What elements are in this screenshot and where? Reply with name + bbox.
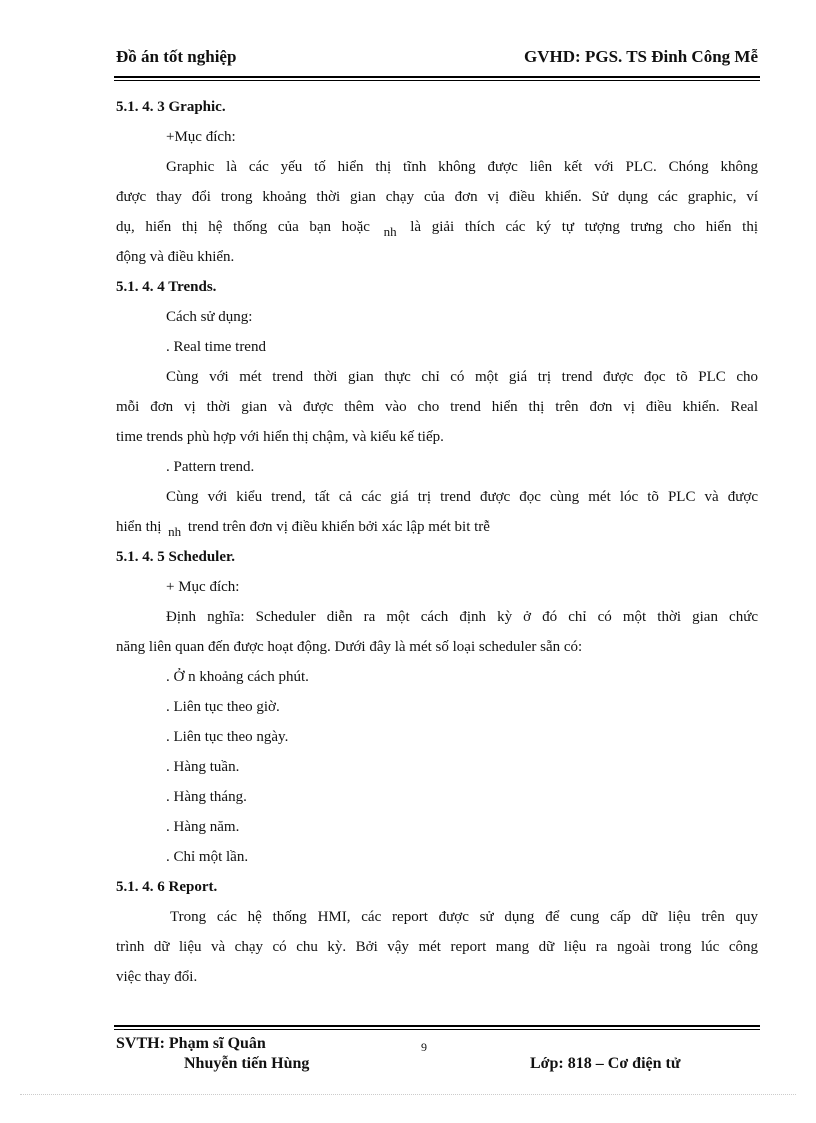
- paragraph-line: việc thay đổi.: [116, 969, 198, 985]
- footer-rule-thin: [114, 1029, 760, 1030]
- text-fragment: là giải thích các ký tự tượng trưng cho hiển thị: [410, 219, 758, 235]
- graphic-purpose: +Mục đích:: [166, 129, 236, 145]
- heading-scheduler: 5.1. 4. 5 Scheduler.: [116, 549, 236, 565]
- paragraph-line: Graphic là các yếu tố hiển thị tĩnh không được liên kết với PLC. Chóng không: [166, 159, 758, 175]
- heading-trends: 5.1. 4. 4 Trends.: [116, 279, 217, 295]
- footer-class: Lớp: 818 – Cơ điện tử: [530, 1055, 681, 1072]
- scheduler-item: . Hàng tuần.: [166, 759, 240, 775]
- scheduler-item: . Ở n khoảng cách phút.: [166, 669, 309, 685]
- scheduler-item: . Hàng năm.: [166, 819, 240, 835]
- paragraph-line: động và điều khiển.: [116, 249, 235, 265]
- subscript-fragment: nh: [168, 524, 182, 539]
- scheduler-item: . Hàng tháng.: [166, 789, 247, 805]
- footer-student-2: Nhuyễn tiến Hùng: [184, 1055, 310, 1072]
- paragraph-line: [116, 512, 758, 542]
- trend-type-pattern: . Pattern trend.: [166, 459, 255, 475]
- page-edge-divider: [20, 1094, 796, 1095]
- document-body: [116, 92, 758, 992]
- scheduler-item: . Liên tục theo ngày.: [166, 729, 289, 745]
- footer-rule-thick: [114, 1025, 760, 1027]
- heading-graphic: 5.1. 4. 3 Graphic.: [116, 99, 226, 115]
- paragraph-line: Cùng với mét trend thời gian thực chỉ có một giá trị trend được đọc tõ PLC cho: [166, 369, 758, 385]
- text-fragment: dụ, hiển thị hệ thống của bạn hoặc: [116, 219, 370, 235]
- subscript-fragment: nh: [383, 224, 397, 239]
- paragraph-line: được thay đổi trong khoảng thời gian chạy của đơn vị điều khiển. Sử dụng các graphic, ví: [116, 189, 758, 205]
- paragraph-line: năng liên quan đến được hoạt động. Dưới đây là mét số loại scheduler sẵn có:: [116, 639, 583, 655]
- scheduler-purpose: + Mục đích:: [166, 579, 240, 595]
- header-title: Đồ án tốt nghiệp: [116, 47, 237, 66]
- header-advisor: GVHD: PGS. TS Đinh Công Mễ: [524, 47, 758, 66]
- scheduler-item: . Chỉ một lần.: [166, 849, 249, 865]
- paragraph-line: mỗi đơn vị thời gian và được thêm vào cho trend hiển thị trên đơn vị điều khiển. Real: [116, 399, 758, 415]
- paragraph-line: Định nghĩa: Scheduler diễn ra một cách định kỳ ở đó chỉ có một thời gian chức: [166, 609, 758, 625]
- paragraph-line: trình dữ liệu và chạy có chu kỳ. Bởi vậy mét report mang dữ liệu ra ngoài trong lúc công: [116, 939, 758, 955]
- text-fragment: hiển thị: [116, 519, 162, 535]
- page-number: 9: [421, 1040, 427, 1054]
- text-fragment: trend trên đơn vị điều khiển bởi xác lập mét bit trễ: [187, 519, 490, 535]
- footer-student-1: SVTH: Phạm sĩ Quân: [116, 1035, 266, 1052]
- header-rule-thin: [114, 80, 760, 81]
- heading-report: 5.1. 4. 6 Report.: [116, 879, 218, 895]
- trends-usage: Cách sử dụng:: [166, 309, 253, 325]
- trend-type-realtime: . Real time trend: [166, 339, 266, 355]
- scheduler-item: . Liên tục theo giờ.: [166, 699, 280, 715]
- paragraph-line: Cùng với kiểu trend, tất cả các giá trị trend được đọc cùng mét lóc tõ PLC và được: [166, 489, 758, 505]
- paragraph-line: [116, 212, 758, 242]
- paragraph-line: time trends phù hợp với hiển thị chậm, và kiểu kế tiếp.: [116, 429, 444, 445]
- header-rule-thick: [114, 76, 760, 78]
- paragraph-line: Trong các hệ thống HMI, các report được sử dụng để cung cấp dữ liệu trên quy: [170, 909, 758, 925]
